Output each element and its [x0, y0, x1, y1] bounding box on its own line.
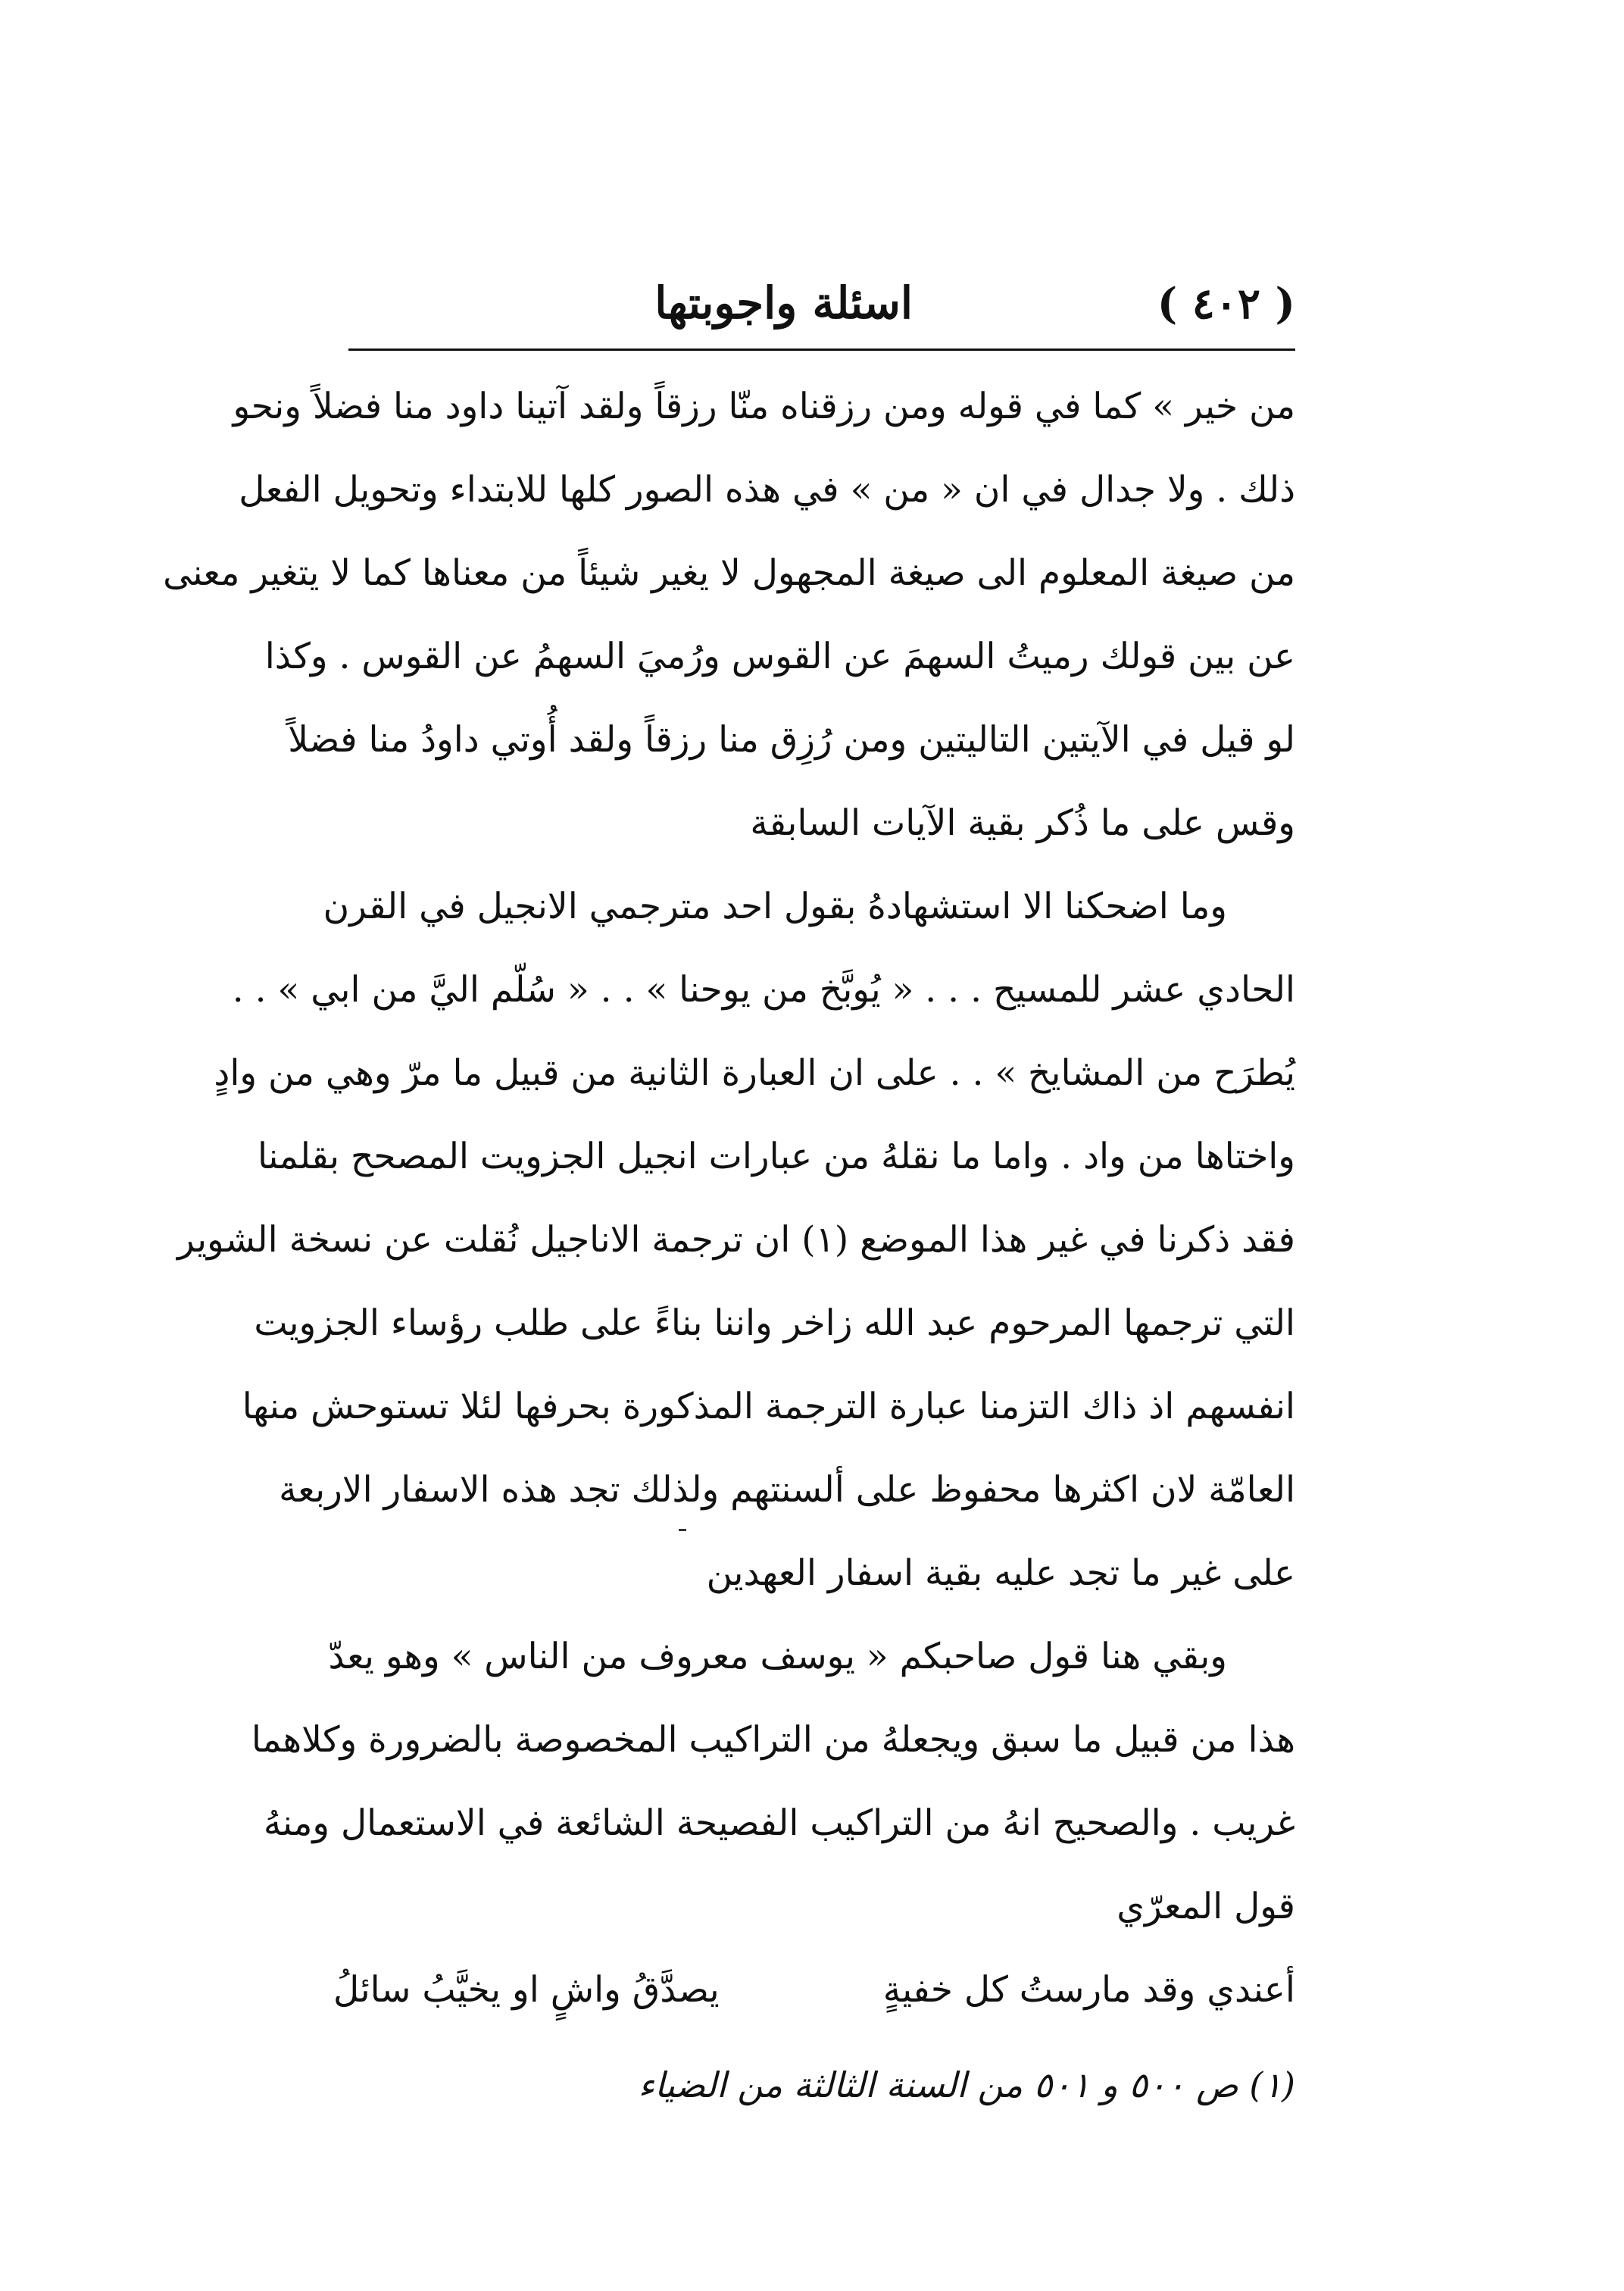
text-line: هذا من قبيل ما سبق ويجعلهُ من التراكيب المخصوصة بالضرورة وكلاهما	[251, 1719, 1295, 1761]
text-line: العامّة لان اكثرها محفوظ على ألسنتهم ولذلك تجد هذه الاسفار الاربعة	[279, 1469, 1295, 1511]
verse-second-hemistich: يصدَّقُ واشٍ او يخيَّبُ سائلُ	[333, 1969, 720, 2011]
page-number: ( ٤٠٢ )	[1157, 279, 1295, 329]
text-line: غريب . والصحيح انهُ من التراكيب الفصيحة الشائعة في الاستعمال ومنهُ	[263, 1802, 1295, 1844]
text-line: لو قيل في الآيتين التاليتين ومن رُزِق منا رزقاً ولقد أُوتي داودُ منا فضلاً	[288, 719, 1295, 761]
text-line: واختاها من واد . واما ما نقلهُ من عبارات انجيل الجزويت المصحح بقلمنا	[257, 1136, 1295, 1177]
text-line: من صيغة المعلوم الى صيغة المجهول لا يغير شيئاً من معناها كما لا يتغير معنى	[163, 552, 1295, 594]
page-header	[348, 273, 1295, 345]
footnote: (١) ص ٥٠٠ و ٥٠١ من السنة الثالثة من الضياء	[638, 2064, 1295, 2105]
stray-ink-mark	[679, 1529, 686, 1531]
text-line: فقد ذكرنا في غير هذا الموضع (١) ان ترجمة الاناجيل نُقلت عن نسخة الشوير	[177, 1219, 1295, 1261]
text-line: الحادي عشر للمسيح . . . « يُوبَّخ من يوحنا » . . « سُلّم اليَّ من ابي » . .	[232, 969, 1295, 1011]
header-rule	[348, 348, 1295, 351]
running-title: اسئلة واجوبتها	[654, 277, 913, 329]
verse-first-hemistich: أعندي وقد مارستُ كل خفيةٍ	[882, 1969, 1295, 2011]
poetry-verse	[333, 1949, 1295, 2032]
text-line: على غير ما تجد عليه بقية اسفار العهدين	[706, 1552, 1295, 1594]
text-line: من خير » كما في قوله ومن رزقناه منّا رزقاً ولقد آتينا داود منا فضلاً ونحو	[233, 386, 1295, 427]
text-line: يُطرَح من المشايخ » . . على ان العبارة الثانية من قبيل ما مرّ وهي من وادٍ	[214, 1052, 1295, 1094]
text-line: التي ترجمها المرحوم عبد الله زاخر واننا بناءً على طلب رؤساء الجزويت	[254, 1302, 1295, 1344]
text-line: وبقي هنا قول صاحبكم « يوسف معروف من الناس » وهو يعدّ	[328, 1636, 1227, 1677]
text-line: وقس على ما ذُكر بقية الآيات السابقة	[750, 802, 1295, 844]
text-line: وما اضحكنا الا استشهادهُ بقول احد مترجمي الانجيل في القرن	[323, 886, 1227, 927]
text-line: قول المعرّي	[1116, 1886, 1295, 1927]
text-line: عن بين قولك رميتُ السهمَ عن القوس ورُميَ السهمُ عن القوس . وكذا	[264, 636, 1295, 677]
text-line: انفسهم اذ ذاك التزمنا عبارة الترجمة المذكورة بحرفها لئلا تستوحش منها	[242, 1386, 1295, 1427]
body-text	[163, 365, 1295, 2032]
text-line: ذلك . ولا جدال في ان « من » في هذه الصور كلها للابتداء وتحويل الفعل	[239, 469, 1295, 511]
